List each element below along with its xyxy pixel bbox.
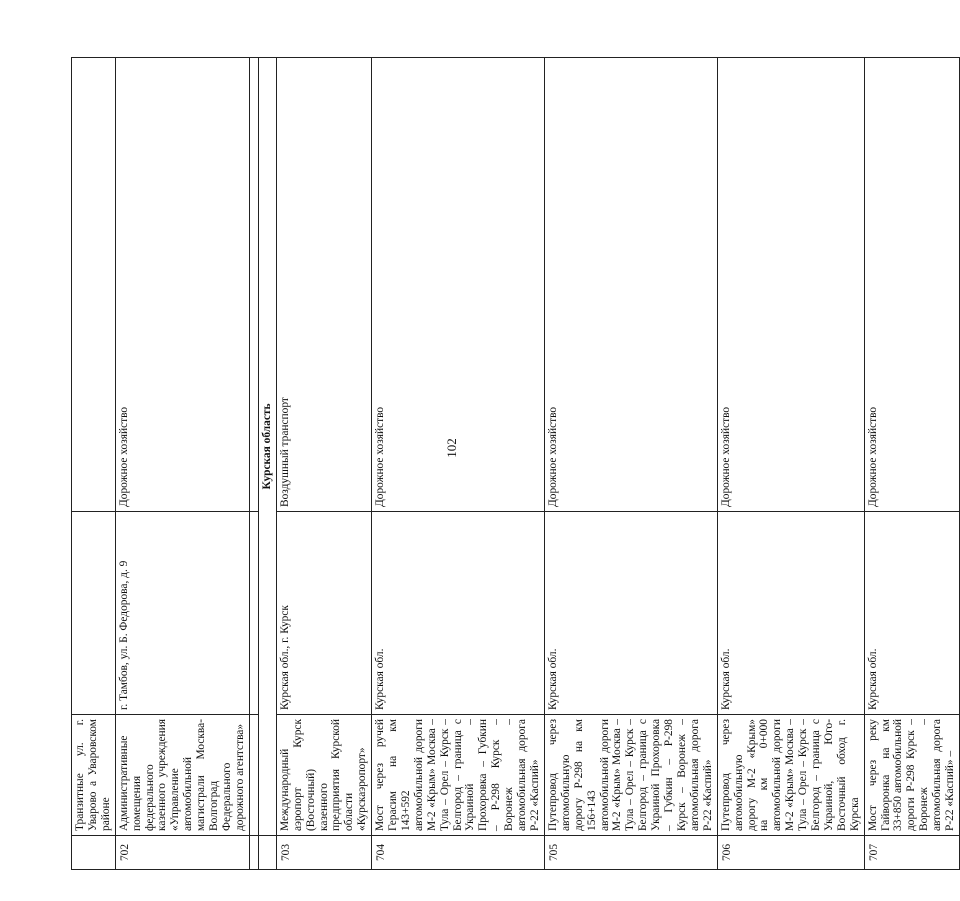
table-row [717, 58, 864, 870]
spacer-cell [249, 58, 258, 512]
object-name: Мост через ручей Герасим на км 143+592 автомобильной дороги М-2 «Крым» Москва – Тула – Орел – Курск – Белгород – граница с Украиной – Прохоровка – Губкин – Р-298 Курск – Воронеж – автомобильная дорога Р-22 «Каспий» [372, 715, 545, 836]
region-row [258, 58, 276, 870]
object-address: Курская обл., г. Курск [276, 512, 371, 715]
table-row [72, 58, 116, 870]
spacer-cell [249, 512, 258, 715]
table-row [544, 58, 717, 870]
row-number: 704 [372, 836, 545, 870]
table-row [115, 58, 249, 870]
row-number: 705 [544, 836, 717, 870]
object-name: Транзитные ул. г. Уварово а Уваровском районе [72, 715, 116, 836]
page-number: 102 [444, 438, 459, 458]
region-title: Курская область [258, 58, 276, 836]
object-type [72, 58, 116, 512]
object-type: Воздушный транспорт [276, 58, 371, 512]
object-name: Мост через реку Гайворонка на км 33+850 автомобильной дороги Р-298 Курск – Воронеж – автомобильная дорога Р-22 «Каспий» – [864, 715, 959, 836]
object-type: Дорожное хозяйство [864, 58, 959, 512]
object-name: Путепровод через автомобильную дорогу Р-298 на км 156+143 автомобильной дороги М-2 «Крым» Москва – Тула – Орел – Курск – Белгород – граница с Украиной Прохоровка – Губкин – Р-298 Курск – Воронеж – автомобильная дорога Р-22 «Каспий» [544, 715, 717, 836]
object-address [72, 512, 116, 715]
objects-table [71, 57, 960, 870]
table-row [372, 58, 545, 870]
object-address: Курская обл. [717, 512, 864, 715]
region-number-cell [258, 836, 276, 870]
table-spacer-row [249, 58, 258, 870]
row-number: 707 [864, 836, 959, 870]
object-address: Курская обл. [544, 512, 717, 715]
object-type: Дорожное хозяйство [372, 58, 545, 512]
object-address: г. Тамбов, ул. Б. Федорова, д. 9 [115, 512, 249, 715]
object-name: Административные помещения федерального казенного учреждения «Управление автомобильной магистрали Москва-Волгоград Федерального дорожного агентства» [115, 715, 249, 836]
row-number: 706 [717, 836, 864, 870]
object-address: Курская обл. [372, 512, 545, 715]
object-name: Международный аэропорт Курск (Восточный) казенного предприятия Курской области «Курскаэропорт» [276, 715, 371, 836]
object-type: Дорожное хозяйство [544, 58, 717, 512]
row-number [72, 836, 116, 870]
row-number: 702 [115, 836, 249, 870]
rotated-table-container [71, 58, 957, 870]
table-row [276, 58, 371, 870]
object-type: Дорожное хозяйство [115, 58, 249, 512]
row-number: 703 [276, 836, 371, 870]
table-row [864, 58, 959, 870]
object-address: Курская обл. [864, 512, 959, 715]
spacer-cell [249, 836, 258, 870]
spacer-cell [249, 715, 258, 836]
object-type: Дорожное хозяйство [717, 58, 864, 512]
object-name: Путепровод через автомобильную дорогу М-2 «Крым» на км 0+000 автомобильной дороги М-2 «Крым» Москва – Тула – Орел – Курск – Белгород – граница с Украиной, Юго-Восточный обход г. Курска [717, 715, 864, 836]
